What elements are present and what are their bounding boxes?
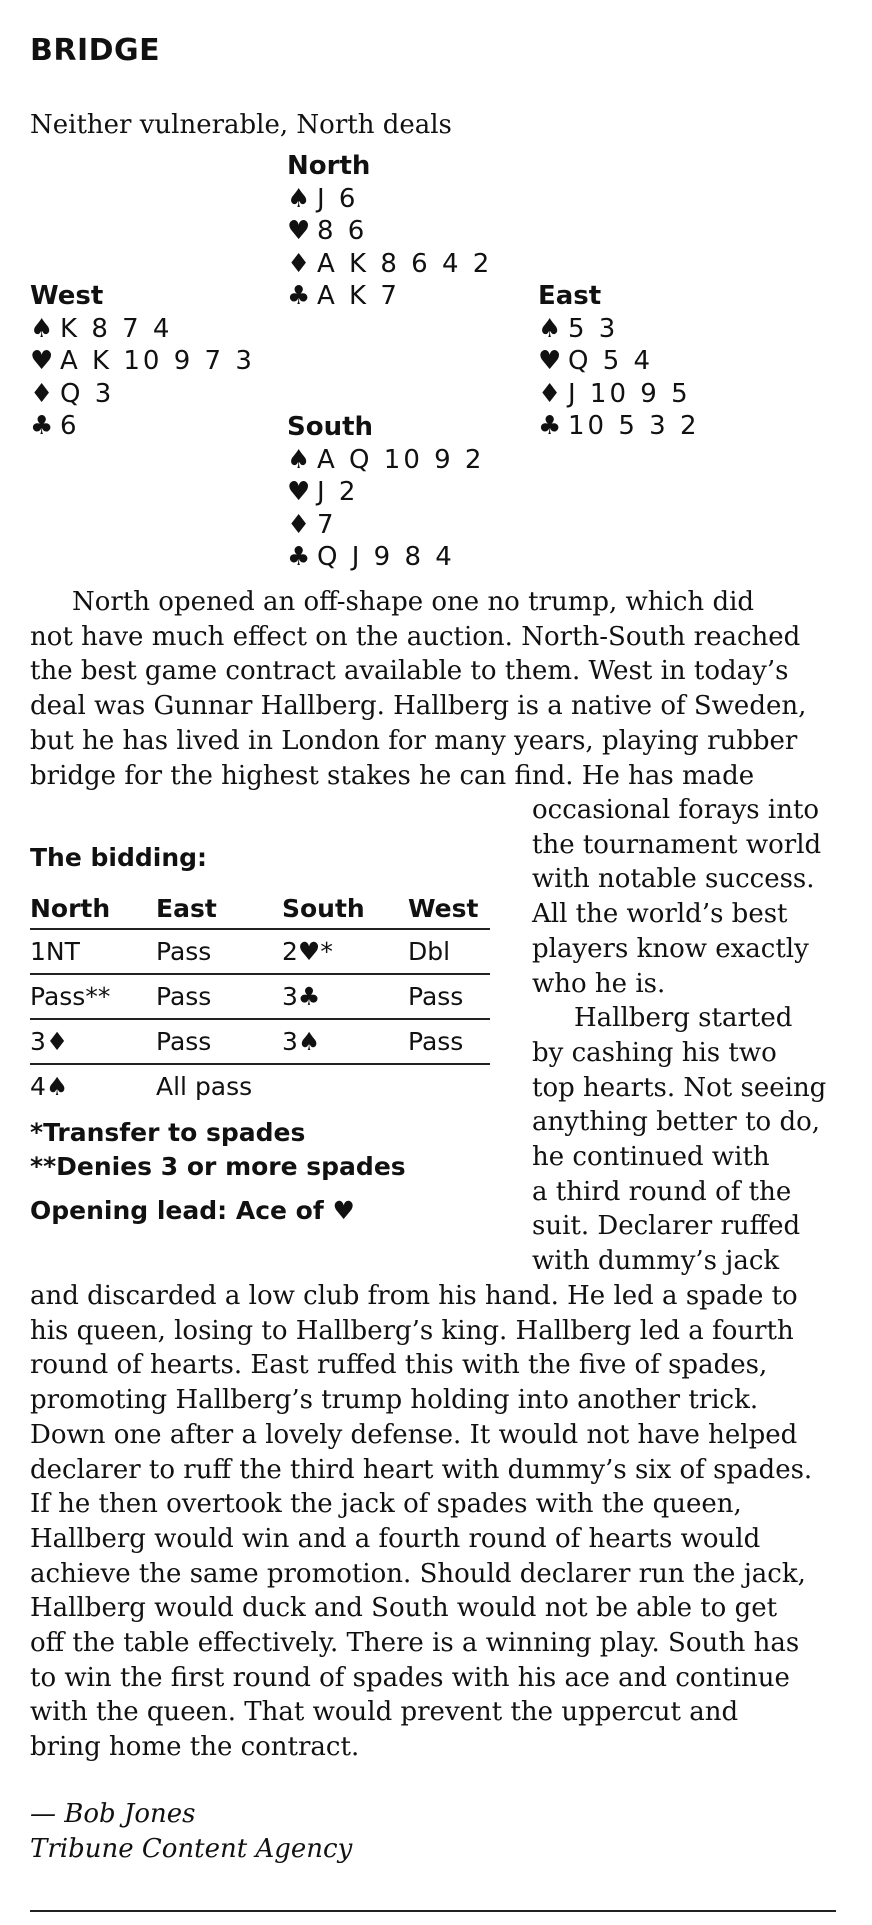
- east-hearts: Q 5 4: [568, 346, 654, 376]
- side-line: with dummy’s jack: [532, 1246, 780, 1277]
- hand-name: West: [30, 281, 104, 311]
- intro-line: the best game contract available to them. West in today’s: [30, 656, 789, 687]
- south-hearts: J 2: [317, 477, 359, 507]
- body-line: declarer to ruff the third heart with dummy’s six of spades.: [30, 1454, 813, 1485]
- bid-cell: 3♠: [282, 1019, 408, 1064]
- side-line: the tournament world: [532, 829, 822, 860]
- diamond-icon: ♦: [30, 378, 54, 409]
- header-east: East: [156, 893, 217, 923]
- bid-cell: Pass**: [30, 974, 156, 1019]
- body-line: his queen, losing to Hallberg’s king. Hallberg led a fourth: [30, 1315, 794, 1346]
- header-south: South: [282, 893, 365, 923]
- bid-cell: 3♣: [282, 974, 408, 1019]
- article-side-column: [532, 793, 852, 1279]
- hand-name: South: [287, 412, 374, 442]
- intro-line: not have much effect on the auction. North-South reached: [30, 621, 801, 652]
- heart-icon: ♥: [287, 477, 311, 507]
- club-icon: ♣: [538, 411, 562, 441]
- heart-icon: ♥: [538, 346, 562, 376]
- body-line: If he then overtook the jack of spades with the queen,: [30, 1489, 742, 1520]
- bid-cell: Pass: [156, 974, 282, 1019]
- intro-line: North opened an off-shape one no trump, which did: [72, 587, 755, 617]
- hand-name: East: [538, 281, 602, 311]
- bidding-note: **Denies 3 or more spades: [30, 1152, 406, 1181]
- opening-lead: Opening lead: Ace of ♥: [30, 1196, 355, 1225]
- body-line: off the table effectively. There is a winning play. South has: [30, 1628, 800, 1659]
- heart-icon: ♥: [287, 216, 311, 246]
- side-line: occasional forays into: [532, 795, 820, 825]
- south-spades: A Q 10 9 2: [317, 444, 485, 475]
- article-body: [30, 1279, 865, 1765]
- spade-icon: ♠: [287, 183, 311, 214]
- side-line: who he is.: [532, 968, 666, 999]
- bidding-row: [30, 1019, 490, 1064]
- body-line: promoting Hallberg’s trump holding into another trick.: [30, 1385, 759, 1416]
- bidding-row: [30, 1064, 490, 1108]
- diamond-icon: ♦: [287, 509, 311, 540]
- side-line: he continued with: [532, 1142, 770, 1173]
- club-icon: ♣: [287, 281, 311, 311]
- body-line: round of hearts. East ruffed this with the five of spades,: [30, 1350, 768, 1381]
- article-intro: [30, 585, 850, 793]
- body-line: to win the first round of spades with his ace and continue: [30, 1662, 790, 1693]
- bid-cell: Pass: [408, 974, 490, 1019]
- north-clubs: A K 7: [317, 281, 400, 311]
- bottom-divider: [30, 1910, 836, 1912]
- hand-name: North: [287, 151, 371, 181]
- column-title: BRIDGE: [30, 33, 161, 68]
- bid-cell: Dbl: [408, 929, 490, 974]
- bid-cell: 2♥*: [282, 929, 408, 974]
- author-name: — Bob Jones: [30, 1799, 196, 1829]
- bid-cell: All pass: [156, 1064, 490, 1108]
- bid-cell: 3♦: [30, 1019, 156, 1064]
- north-spades: J 6: [317, 183, 359, 214]
- intro-line: deal was Gunnar Hallberg. Hallberg is a native of Sweden,: [30, 691, 807, 722]
- bid-cell: Pass: [408, 1019, 490, 1064]
- body-line: Hallberg would win and a fourth round of hearts would: [30, 1523, 761, 1554]
- club-icon: ♣: [30, 411, 54, 441]
- south-hand: [287, 411, 484, 574]
- side-line: top hearts. Not seeing: [532, 1072, 827, 1103]
- spade-icon: ♠: [287, 444, 311, 475]
- bidding-row: [30, 974, 490, 1019]
- spade-icon: ♠: [538, 313, 562, 344]
- side-line: suit. Declarer ruffed: [532, 1211, 801, 1242]
- body-line: Hallberg would duck and South would not be able to get: [30, 1593, 778, 1624]
- bidding-table: [30, 888, 490, 1108]
- bid-cell: 4♠: [30, 1064, 156, 1108]
- club-icon: ♣: [287, 542, 311, 572]
- east-hand: [538, 280, 700, 443]
- body-line: with the queen. That would prevent the uppercut and: [30, 1697, 739, 1728]
- body-line: Down one after a lovely defense. It would not have helped: [30, 1419, 798, 1450]
- deal-conditions: Neither vulnerable, North deals: [30, 110, 452, 140]
- heart-icon: ♥: [30, 346, 54, 376]
- south-clubs: Q J 9 8 4: [317, 542, 455, 572]
- bidding-header-row: [30, 888, 490, 929]
- spade-icon: ♠: [30, 313, 54, 344]
- side-line: players know exactly: [532, 933, 809, 964]
- west-clubs: 6: [60, 411, 80, 441]
- bidding-row: [30, 929, 490, 974]
- north-diamonds: A K 8 6 4 2: [317, 248, 493, 279]
- body-line: and discarded a low club from his hand. He led a spade to: [30, 1281, 798, 1311]
- side-line: with notable success.: [532, 864, 815, 895]
- agency-name: Tribune Content Agency: [30, 1834, 353, 1864]
- diamond-icon: ♦: [287, 248, 311, 279]
- east-diamonds: J 10 9 5: [568, 378, 691, 409]
- east-spades: 5 3: [568, 313, 619, 344]
- bid-cell: 1NT: [30, 929, 156, 974]
- header-west: West: [408, 893, 479, 923]
- west-diamonds: Q 3: [60, 378, 115, 409]
- side-line: a third round of the: [532, 1176, 792, 1207]
- side-line: All the world’s best: [532, 899, 788, 930]
- header-north: North: [30, 893, 111, 923]
- north-hand: [287, 150, 492, 313]
- body-line: achieve the same promotion. Should declarer run the jack,: [30, 1558, 806, 1589]
- side-line: Hallberg started: [574, 1003, 793, 1034]
- east-clubs: 10 5 3 2: [568, 411, 700, 441]
- west-hearts: A K 10 9 7 3: [60, 346, 255, 376]
- diamond-icon: ♦: [538, 378, 562, 409]
- west-hand: [30, 280, 255, 443]
- west-spades: K 8 7 4: [60, 313, 173, 344]
- bidding-note: *Transfer to spades: [30, 1118, 306, 1147]
- bidding-label: The bidding:: [30, 843, 208, 872]
- intro-line: but he has lived in London for many years, playing rubber: [30, 725, 798, 756]
- intro-line: bridge for the highest stakes he can find. He has made: [30, 760, 755, 791]
- north-hearts: 8 6: [317, 216, 368, 246]
- signature: [30, 1797, 352, 1867]
- bid-cell: Pass: [156, 929, 282, 974]
- side-line: anything better to do,: [532, 1107, 821, 1138]
- bid-cell: Pass: [156, 1019, 282, 1064]
- bidding-box: [30, 843, 490, 1228]
- body-line: bring home the contract.: [30, 1732, 360, 1763]
- south-diamonds: 7: [317, 509, 337, 540]
- side-line: by cashing his two: [532, 1037, 777, 1068]
